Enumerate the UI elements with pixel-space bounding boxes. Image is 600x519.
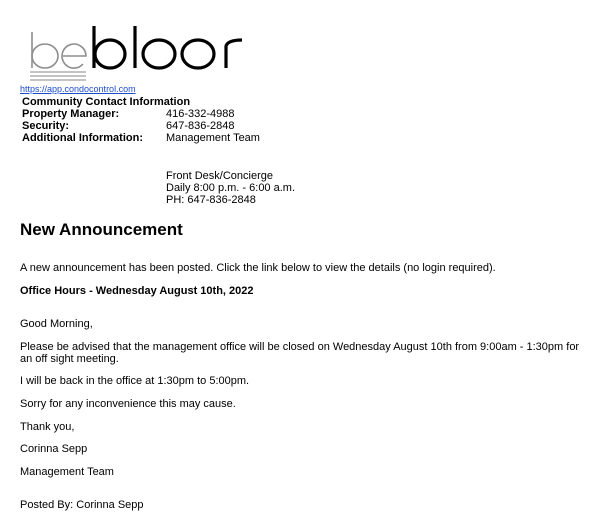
contact-row-security	[22, 120, 260, 132]
contact-title: Community Contact Information	[22, 96, 191, 108]
contact-label: Property Manager:	[22, 108, 120, 120]
contact-row-additional	[22, 132, 260, 144]
bebloor-logo	[28, 22, 252, 78]
announcement-subject: Office Hours - Wednesday August 10th, 2022	[20, 285, 254, 297]
contact-label: Additional Information:	[22, 132, 143, 144]
front-desk-line: Front Desk/Concierge	[166, 170, 273, 182]
contact-value: 416-332-4988	[166, 108, 235, 120]
body-paragraph: I will be back in the office at 1:30pm to 5:00pm.	[20, 375, 250, 387]
front-desk-info	[166, 170, 295, 206]
front-desk-phone: PH: 647-836-2848	[166, 194, 256, 206]
contact-row-manager	[22, 108, 260, 120]
signature-team: Management Team	[20, 466, 114, 478]
contact-info	[22, 96, 260, 144]
posted-by: Posted By: Corinna Sepp	[20, 499, 144, 511]
greeting: Good Morning,	[20, 318, 93, 330]
signature-name: Corinna Sepp	[20, 443, 88, 455]
contact-label: Security:	[22, 120, 70, 132]
announcement-heading: New Announcement	[20, 220, 183, 239]
logo-stripes	[30, 71, 86, 83]
front-desk-hours: Daily 8:00 p.m. - 6:00 a.m.	[166, 182, 295, 194]
body-paragraph: Sorry for any inconvenience this may cause.	[20, 398, 236, 410]
announcement-intro: A new announcement has been posted. Click the link below to view the details (no login required).	[20, 262, 496, 274]
contact-value: Management Team	[166, 132, 260, 144]
contact-value: 647-836-2848	[166, 120, 235, 132]
body-paragraph: Please be advised that the management office will be closed on Wednesday August 10th from 9:00am - 1:30pm for an off sight meeting.	[20, 341, 580, 365]
closing: Thank you,	[20, 421, 75, 433]
condocontrol-link[interactable]: https://app.condocontrol.com	[20, 84, 136, 94]
